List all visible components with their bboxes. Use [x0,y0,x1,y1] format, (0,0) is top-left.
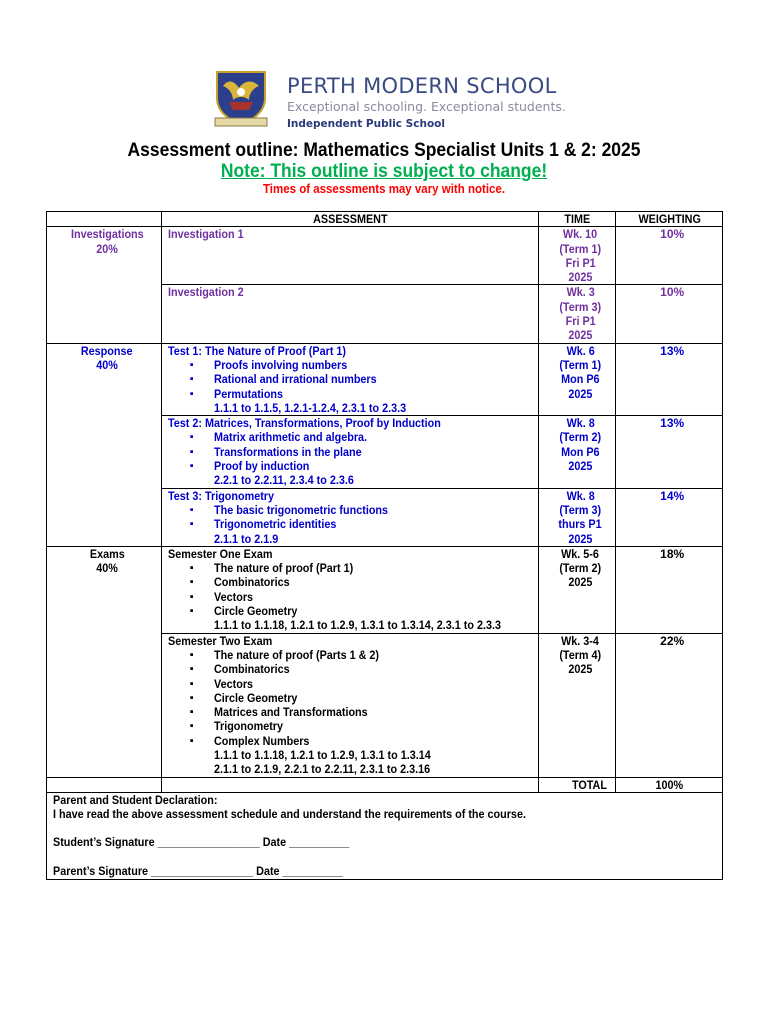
header-blank [47,212,162,227]
list-item: ▪ The nature of proof (Parts 1 & 2) [168,648,539,662]
table-row [47,227,723,285]
table-row [47,546,723,633]
time-semester-one-exam: Wk. 5-6 (Term 2) 2025 [539,546,616,633]
change-note [31,161,738,183]
header-time: TIME [539,212,616,227]
content-range: 1.1.1 to 1.1.18, 1.2.1 to 1.2.9, 1.3.1 to 1.3.14, 2.3.1 to 2.3.3 [213,618,501,633]
category-investigations: Investigations 20% [47,227,162,343]
total-blank-1 [47,777,162,792]
total-label: TOTAL [539,777,616,792]
list-item: ▪ The basic trigonometric functions [168,503,539,517]
table-header-row [47,212,723,227]
header-assessment: ASSESSMENT [161,212,539,227]
assessment-table [46,211,723,880]
list-item: ▪ Circle Geometry [168,691,539,705]
weighting-test-2: 13% [616,416,723,488]
list-item: ▪ Permutations [168,387,539,401]
declaration-row [47,792,723,879]
list-item: ▪ Matrices and Transformations [168,705,539,719]
list-item: ▪ Transformations in the plane [168,445,539,459]
parent-signature-line[interactable]: Parent’s Signature _________________ Date __________ [53,863,343,878]
list-item: ▪ Matrix arithmetic and algebra. [168,430,539,444]
category-response: Response 40% [47,343,162,546]
time-semester-two-exam: Wk. 3-4 (Term 4) 2025 [539,633,616,777]
declaration-heading: Parent and Student Declaration: [53,792,218,807]
total-blank-2 [161,777,539,792]
list-item: ▪ Proofs involving numbers [168,358,539,372]
list-item: ▪ Complex Numbers [168,734,539,748]
school-name: PERTH MODERN SCHOOL [287,74,557,98]
list-item: ▪ Vectors [168,590,539,604]
list-item: ▪ Combinatorics [168,575,539,589]
declaration-statement: I have read the above assessment schedule and understand the requirements of the course. [53,807,526,822]
assessment-investigation-2: Investigation 2 [161,285,539,343]
time-test-1: Wk. 6 (Term 1) Mon P6 2025 [539,343,616,415]
list-item: ▪ Proof by induction [168,459,539,473]
assessment-investigation-1: Investigation 1 [161,227,539,285]
content-range: 1.1.1 to 1.1.18, 1.2.1 to 1.2.9, 1.3.1 to 1.3.14 [213,747,431,762]
time-test-3: Wk. 8 (Term 3) thurs P1 2025 [539,488,616,546]
change-note-text: Note: This outline is subject to change! [220,161,548,182]
assessment-semester-two-exam: Semester Two Exam ▪ The nature of proof (Parts 1 & 2) ▪ Combinatorics ▪ Vectors ▪ Circle Geometry ▪ Matrices and Transformations ▪ Trigonometry ▪ Complex Numbers 1.1.1 to 1.1.18, 1.2.1 to 1.2.9, 1.3.1 to 1.3.14 2.1.1 to 2.1.9, 2.2.1 to 2.2.11, 2.3.1 to 2.3.16 [161,633,539,777]
list-item: ▪ Trigonometric identities [168,517,539,531]
weighting-investigation-2: 10% [616,285,723,343]
school-tagline: Exceptional schooling. Exceptional students. [287,99,566,114]
time-investigation-1: Wk. 10 (Term 1) Fri P1 2025 [539,227,616,285]
student-signature-line[interactable]: Student’s Signature _________________ Date __________ [53,835,350,850]
list-item: ▪ Rational and irrational numbers [168,372,539,386]
weighting-investigation-1: 10% [616,227,723,285]
assessment-test-2: Test 2: Matrices, Transformations, Proof by Induction ▪ Matrix arithmetic and algebra. ▪ Transformations in the plane ▪ Proof by induction 2.2.1 to 2.2.11, 2.3.4 to 2.3.6 [161,416,539,488]
total-value: 100% [616,777,723,792]
header-weighting: WEIGHTING [616,212,723,227]
total-row [47,777,723,792]
category-exams: Exams 40% [47,546,162,777]
list-item: ▪ Combinatorics [168,662,539,676]
list-item: ▪ Trigonometry [168,719,539,733]
content-range: 2.1.1 to 2.1.9 [213,531,278,546]
list-item: ▪ Vectors [168,677,539,691]
content-range: 2.1.1 to 2.1.9, 2.2.1 to 2.2.11, 2.3.1 to 2.3.16 [213,762,430,777]
assessment-semester-one-exam: Semester One Exam ▪ The nature of proof (Part 1) ▪ Combinatorics ▪ Vectors ▪ Circle Geometry 1.1.1 to 1.1.18, 1.2.1 to 1.2.9, 1.3.1 to 1.3.14, 2.3.1 to 2.3.3 [161,546,539,633]
time-notice: Times of assessments may vary with notice. [262,182,506,196]
assessment-test-3: Test 3: Trigonometry ▪ The basic trigonometric functions ▪ Trigonometric identities 2.1.1 to 2.1.9 [161,488,539,546]
time-test-2: Wk. 8 (Term 2) Mon P6 2025 [539,416,616,488]
weighting-test-3: 14% [616,488,723,546]
assessment-test-1: Test 1: The Nature of Proof (Part 1) ▪ Proofs involving numbers ▪ Rational and irrational numbers ▪ Permutations 1.1.1 to 1.1.5, 1.2.1-1.2.4, 2.3.1 to 2.3.3 [161,343,539,415]
weighting-test-1: 13% [616,343,723,415]
weighting-semester-one-exam: 18% [616,546,723,633]
school-type: Independent Public School [287,118,445,130]
time-investigation-2: Wk. 3 (Term 3) Fri P1 2025 [539,285,616,343]
table-row [47,343,723,415]
document-title: Assessment outline: Mathematics Specialist Units 1 & 2: 2025 [127,140,641,161]
content-range: 2.2.1 to 2.2.11, 2.3.4 to 2.3.6 [213,473,354,488]
declaration [47,792,723,879]
school-header [205,64,565,134]
list-item: ▪ Circle Geometry [168,604,539,618]
content-range: 1.1.1 to 1.1.5, 1.2.1-1.2.4, 2.3.1 to 2.3.3 [213,400,406,415]
school-crest-icon [209,68,273,128]
weighting-semester-two-exam: 22% [616,633,723,777]
list-item: ▪ The nature of proof (Part 1) [168,561,539,575]
